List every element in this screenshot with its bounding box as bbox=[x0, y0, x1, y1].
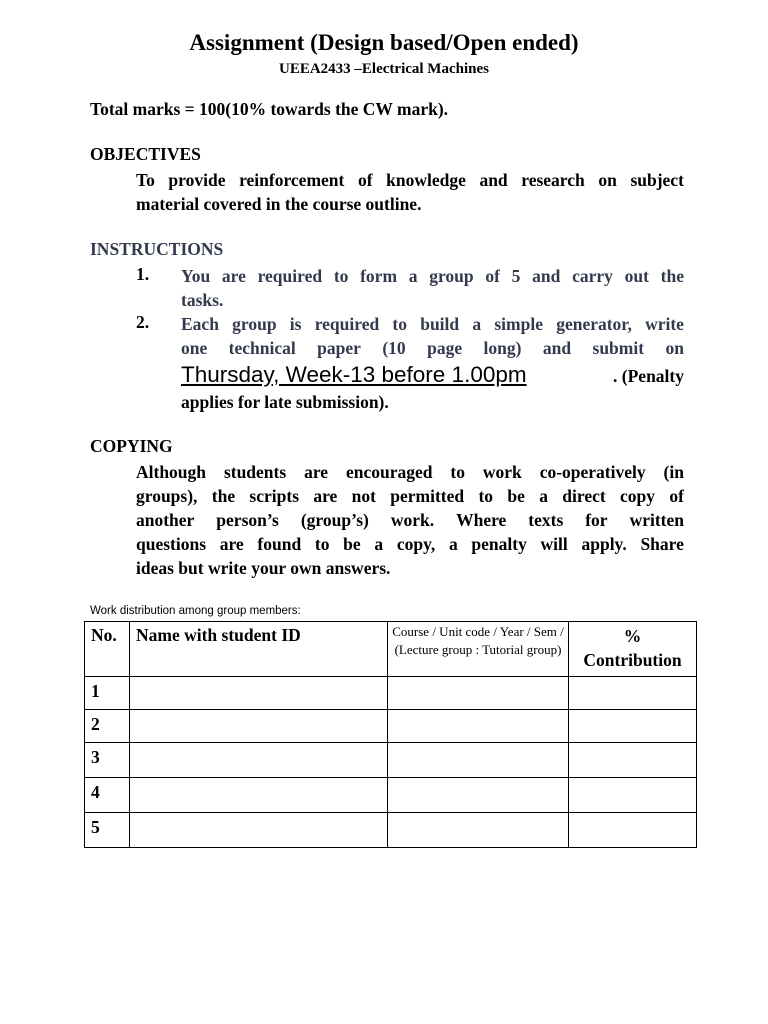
table-header-row bbox=[85, 622, 697, 677]
header-name: Name with student ID bbox=[130, 622, 388, 677]
objectives-line-2: material covered in the course outline. bbox=[136, 194, 422, 214]
instruction-2-number: 2. bbox=[136, 312, 150, 332]
course-cell[interactable] bbox=[388, 743, 569, 778]
objectives-text bbox=[136, 168, 684, 216]
name-cell[interactable] bbox=[130, 710, 388, 743]
contribution-cell[interactable] bbox=[569, 743, 697, 778]
instruction-2-text: Each group is required to build a simple generator, write one technical paper (10 page long) and submit on Thursday, Week-13 before 1.00pm . (Penalty applies for late submission). bbox=[181, 314, 684, 412]
course-cell[interactable] bbox=[388, 778, 569, 813]
table-row bbox=[85, 778, 697, 813]
course-cell[interactable] bbox=[388, 677, 569, 710]
contribution-cell[interactable] bbox=[569, 778, 697, 813]
table-row bbox=[85, 677, 697, 710]
header-contribution: % Contribution bbox=[569, 622, 697, 677]
row-number: 3 bbox=[85, 743, 130, 778]
copying-heading: COPYING bbox=[90, 436, 173, 456]
objectives-line-1: To provide reinforcement of knowledge and research on subject bbox=[136, 170, 684, 190]
objectives-heading: OBJECTIVES bbox=[90, 144, 201, 164]
course-cell[interactable] bbox=[388, 710, 569, 743]
course-code: UEEA2433 –Electrical Machines bbox=[279, 61, 489, 77]
header-no: No. bbox=[85, 622, 130, 677]
document-title: Assignment (Design based/Open ended) bbox=[189, 30, 579, 55]
copying-text: Although students are encouraged to work co-operatively (in groups), the scripts are not permitted to be a direct copy of another person’s (group’s) work. Where texts for written questions are found to be a copy, a penalty will apply. Share ideas but write your own answers. bbox=[136, 462, 684, 578]
name-cell[interactable] bbox=[130, 778, 388, 813]
contribution-cell[interactable] bbox=[569, 710, 697, 743]
instructions-heading: INSTRUCTIONS bbox=[90, 239, 224, 259]
header-course: Course / Unit code / Year / Sem / (Lecture group : Tutorial group) bbox=[388, 622, 569, 677]
name-cell[interactable] bbox=[130, 677, 388, 710]
table-row bbox=[85, 743, 697, 778]
table-row bbox=[85, 813, 697, 848]
table-row bbox=[85, 710, 697, 743]
course-cell[interactable] bbox=[388, 813, 569, 848]
instruction-1-number: 1. bbox=[136, 264, 150, 284]
row-number: 5 bbox=[85, 813, 130, 848]
submission-deadline: Thursday, Week-13 before 1.00pm bbox=[181, 362, 527, 387]
contribution-cell[interactable] bbox=[569, 677, 697, 710]
name-cell[interactable] bbox=[130, 813, 388, 848]
total-marks: Total marks = 100(10% towards the CW mark). bbox=[90, 99, 449, 119]
name-cell[interactable] bbox=[130, 743, 388, 778]
row-number: 1 bbox=[85, 677, 130, 710]
work-distribution-table bbox=[84, 621, 697, 848]
contribution-cell[interactable] bbox=[569, 813, 697, 848]
instruction-1-text: You are required to form a group of 5 and carry out the tasks. bbox=[181, 266, 684, 310]
table-caption: Work distribution among group members: bbox=[90, 605, 301, 617]
row-number: 4 bbox=[85, 778, 130, 813]
row-number: 2 bbox=[85, 710, 130, 743]
